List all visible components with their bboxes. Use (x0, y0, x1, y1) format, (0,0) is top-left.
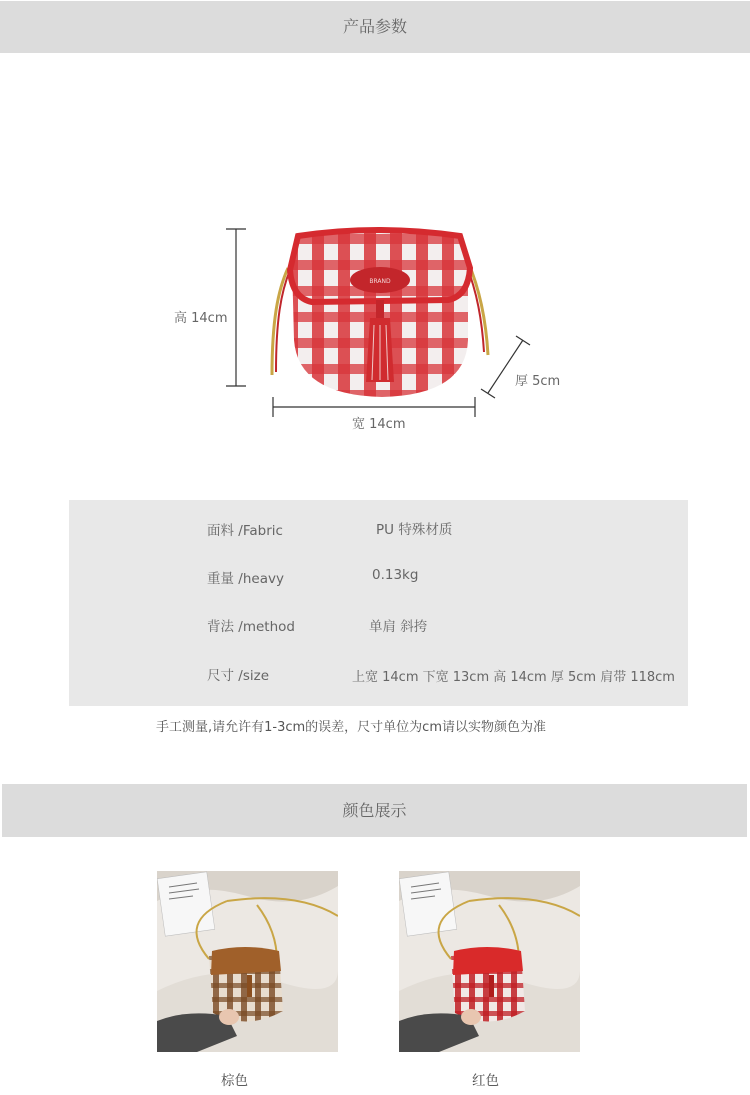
height-label: 高 14cm (174, 311, 228, 326)
spec-value-method: 单肩 斜挎 (369, 619, 428, 635)
photo-image (157, 871, 338, 1052)
spec-label-size: 尺寸 /size (207, 668, 270, 684)
color-option-label-brown: 棕色 (221, 1073, 248, 1089)
spec-value-fabric: PU 特殊材质 (376, 522, 453, 538)
measurement-note: 手工测量,请允许有1-3cm的误差，尺寸单位为cm请以实物颜色为准 (156, 720, 546, 735)
spec-value-weight: 0.13kg (372, 567, 419, 583)
spec-label-fabric: 面料 /Fabric (207, 523, 283, 539)
height-indicator (226, 229, 246, 386)
spec-value-size: 上宽 14cm 下宽 13cm 高 14cm 厚 5cm 肩带 118cm (352, 670, 675, 685)
svg-text:BRAND: BRAND (369, 278, 391, 285)
color-option-photo-red[interactable] (399, 871, 580, 1052)
section-title: 产品参数 (342, 17, 407, 36)
section-header-params (0, 1, 750, 53)
spec-label-method: 背法 /method (207, 619, 295, 635)
section-header-colors (2, 784, 747, 837)
spec-label-weight: 重量 /heavy (207, 571, 284, 587)
bag-image (290, 230, 470, 397)
product-dimension-diagram (0, 210, 750, 440)
width-label: 宽 14cm (352, 417, 406, 432)
color-option-photo-brown[interactable] (157, 871, 338, 1052)
photo-image (399, 871, 580, 1052)
depth-label: 厚 5cm (515, 374, 561, 389)
color-option-label-red: 红色 (472, 1073, 499, 1089)
section-title: 颜色展示 (342, 801, 407, 820)
